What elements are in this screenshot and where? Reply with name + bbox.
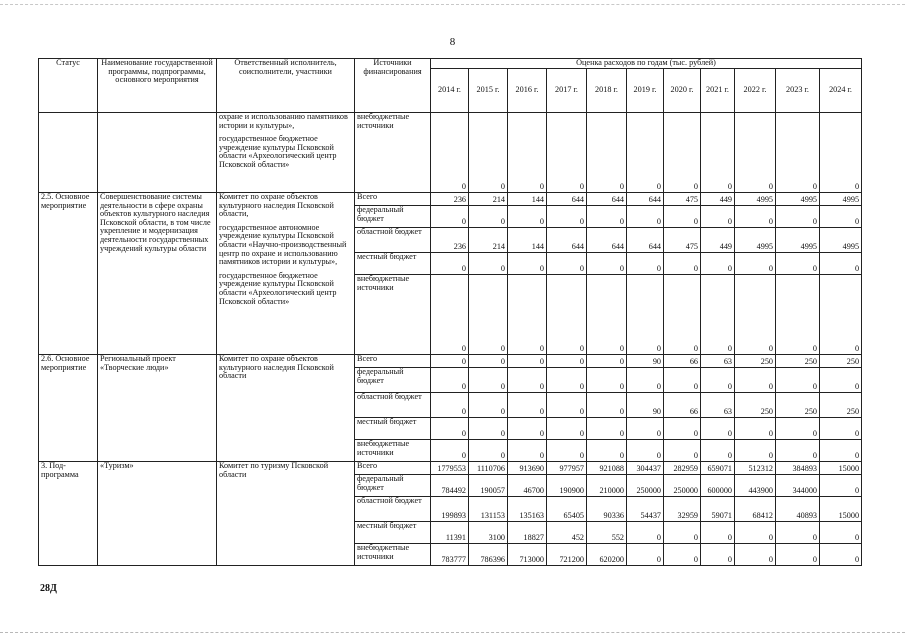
value-cell: 250: [820, 355, 862, 368]
value-cell: 0: [820, 440, 862, 462]
table-row: [39, 113, 862, 193]
value-cell: 384893: [776, 462, 820, 475]
value-cell: 0: [776, 418, 820, 440]
value-cell: 66: [664, 393, 701, 418]
year-header: 2014 г.: [431, 69, 469, 113]
value-cell: 0: [469, 275, 508, 355]
value-cell: 0: [587, 206, 627, 228]
value-cell: 0: [776, 440, 820, 462]
value-cell: 475: [664, 193, 701, 206]
source-cell: федеральный бюджет: [355, 206, 431, 228]
value-cell: 0: [820, 275, 862, 355]
source-cell: областной бюджет: [355, 393, 431, 418]
scan-artifact-bottom: [0, 632, 905, 634]
year-header: 2023 г.: [776, 69, 820, 113]
value-cell: 65405: [547, 497, 587, 522]
value-cell: 0: [735, 440, 776, 462]
scan-artifact-top: [0, 4, 905, 6]
value-cell: 0: [431, 113, 469, 193]
value-cell: 0: [508, 206, 547, 228]
value-cell: 0: [627, 368, 664, 393]
value-cell: 0: [431, 275, 469, 355]
value-cell: 4995: [776, 193, 820, 206]
value-cell: 620200: [587, 544, 627, 566]
value-cell: 0: [469, 113, 508, 193]
source-cell: Всего: [355, 462, 431, 475]
value-cell: 4995: [776, 228, 820, 253]
value-cell: 0: [587, 418, 627, 440]
value-cell: 443900: [735, 475, 776, 497]
value-cell: 0: [627, 253, 664, 275]
value-cell: 90: [627, 355, 664, 368]
value-cell: 0: [735, 275, 776, 355]
status-cell: 2.5. Основное мероприятие: [39, 193, 98, 355]
value-cell: 0: [627, 418, 664, 440]
value-cell: 0: [820, 522, 862, 544]
value-cell: 199893: [431, 497, 469, 522]
value-cell: 90336: [587, 497, 627, 522]
col-name-header: Наименование государственной программы, подпрограммы, основного мероприятия: [98, 59, 217, 113]
value-cell: 250: [735, 393, 776, 418]
value-cell: 0: [547, 393, 587, 418]
value-cell: 0: [776, 253, 820, 275]
value-cell: 0: [469, 355, 508, 368]
table-row: [39, 462, 862, 475]
value-cell: 0: [664, 544, 701, 566]
value-cell: 0: [701, 206, 735, 228]
value-cell: 0: [431, 393, 469, 418]
value-cell: 0: [508, 440, 547, 462]
value-cell: 0: [701, 113, 735, 193]
value-cell: 0: [664, 113, 701, 193]
name-cell: Совершенствование системы деятельности в сфере охраны объектов культурного наследия Псковской области, в том числе укрепление и модернизация деятельности государственных учреждений культуры области: [98, 193, 217, 355]
col-status-header: Статус: [39, 59, 98, 113]
executor-cell: [217, 113, 355, 193]
value-cell: 144: [508, 228, 547, 253]
value-cell: 250000: [627, 475, 664, 497]
value-cell: 0: [664, 522, 701, 544]
value-cell: 236: [431, 228, 469, 253]
value-cell: 4995: [735, 193, 776, 206]
value-cell: 250: [820, 393, 862, 418]
value-cell: 0: [701, 368, 735, 393]
value-cell: 68412: [735, 497, 776, 522]
source-cell: областной бюджет: [355, 497, 431, 522]
executor-text: Комитет по туризму Псковской области: [219, 461, 329, 479]
source-cell: федеральный бюджет: [355, 368, 431, 393]
value-cell: 0: [547, 206, 587, 228]
year-header: 2019 г.: [627, 69, 664, 113]
name-cell: [98, 113, 217, 193]
value-cell: 0: [820, 368, 862, 393]
value-cell: 4995: [820, 228, 862, 253]
col-sources-header: Источники финансирования: [355, 59, 431, 113]
value-cell: 4995: [735, 228, 776, 253]
value-cell: 0: [508, 393, 547, 418]
value-cell: 0: [508, 418, 547, 440]
value-cell: 131153: [469, 497, 508, 522]
value-cell: 0: [547, 253, 587, 275]
value-cell: 784492: [431, 475, 469, 497]
value-cell: 512312: [735, 462, 776, 475]
source-cell: местный бюджет: [355, 418, 431, 440]
value-cell: 0: [701, 544, 735, 566]
executor-text: Комитет по охране объектов культурного наследия Псковской области: [219, 354, 334, 381]
executor-text: охране и использованию памятников истории и культуры»,: [219, 112, 348, 130]
value-cell: 449: [701, 228, 735, 253]
value-cell: 0: [776, 522, 820, 544]
value-cell: 0: [627, 206, 664, 228]
value-cell: 0: [547, 368, 587, 393]
value-cell: 0: [431, 368, 469, 393]
value-cell: 0: [664, 275, 701, 355]
value-cell: 786396: [469, 544, 508, 566]
value-cell: 344000: [776, 475, 820, 497]
value-cell: 0: [735, 544, 776, 566]
year-header: 2015 г.: [469, 69, 508, 113]
value-cell: 0: [587, 440, 627, 462]
value-cell: 0: [820, 253, 862, 275]
value-cell: 644: [627, 193, 664, 206]
executor-cell: [217, 193, 355, 355]
value-cell: 0: [508, 355, 547, 368]
value-cell: 304437: [627, 462, 664, 475]
year-header: 2024 г.: [820, 69, 862, 113]
value-cell: 0: [627, 544, 664, 566]
value-cell: 0: [431, 206, 469, 228]
value-cell: 46700: [508, 475, 547, 497]
value-cell: 0: [587, 275, 627, 355]
value-cell: 0: [627, 522, 664, 544]
value-cell: 0: [701, 275, 735, 355]
value-cell: 63: [701, 393, 735, 418]
value-cell: 0: [469, 206, 508, 228]
value-cell: 1779553: [431, 462, 469, 475]
value-cell: 0: [820, 544, 862, 566]
page-number: 8: [449, 36, 456, 48]
value-cell: 250: [776, 393, 820, 418]
value-cell: 0: [820, 206, 862, 228]
value-cell: 600000: [701, 475, 735, 497]
year-header: 2016 г.: [508, 69, 547, 113]
value-cell: 0: [820, 418, 862, 440]
value-cell: 552: [587, 522, 627, 544]
value-cell: 144: [508, 193, 547, 206]
value-cell: 0: [735, 113, 776, 193]
value-cell: 721200: [547, 544, 587, 566]
year-header: 2021 г.: [701, 69, 735, 113]
value-cell: 90: [627, 393, 664, 418]
source-cell: внебюджетные источники: [355, 440, 431, 462]
value-cell: 644: [587, 193, 627, 206]
value-cell: 3100: [469, 522, 508, 544]
status-cell: [39, 113, 98, 193]
value-cell: 210000: [587, 475, 627, 497]
value-cell: 659071: [701, 462, 735, 475]
executor-text: государственное бюджетное учреждение культуры Псковской области «Археологический центр Псковской области»: [219, 270, 337, 306]
value-cell: 54437: [627, 497, 664, 522]
source-cell: местный бюджет: [355, 253, 431, 275]
expenditure-table: [38, 58, 862, 566]
executor-text: государственное бюджетное учреждение культуры Псковской области «Археологический центр Псковской области»: [219, 134, 337, 169]
value-cell: 0: [547, 275, 587, 355]
value-cell: 190900: [547, 475, 587, 497]
value-cell: 644: [547, 193, 587, 206]
value-cell: 0: [701, 418, 735, 440]
value-cell: 0: [508, 113, 547, 193]
value-cell: 475: [664, 228, 701, 253]
value-cell: 0: [469, 440, 508, 462]
value-cell: 135163: [508, 497, 547, 522]
value-cell: 0: [469, 393, 508, 418]
value-cell: 0: [431, 418, 469, 440]
source-cell: Всего: [355, 193, 431, 206]
value-cell: 236: [431, 193, 469, 206]
value-cell: 0: [587, 253, 627, 275]
source-cell: внебюджетные источники: [355, 544, 431, 566]
value-cell: 18827: [508, 522, 547, 544]
source-cell: областной бюджет: [355, 228, 431, 253]
year-header: 2018 г.: [587, 69, 627, 113]
value-cell: 250000: [664, 475, 701, 497]
executor-text: государственное автономное учреждение культуры Псковской области «Научно-производственный центр по охране и использованию памятников истории и культуры»,: [219, 222, 347, 267]
value-cell: 0: [664, 253, 701, 275]
value-cell: 0: [547, 418, 587, 440]
value-cell: 0: [431, 355, 469, 368]
value-cell: 0: [820, 475, 862, 497]
value-cell: 0: [735, 368, 776, 393]
value-cell: 449: [701, 193, 735, 206]
name-cell: «Туризм»: [98, 462, 217, 566]
executor-cell: [217, 355, 355, 462]
value-cell: 0: [431, 253, 469, 275]
value-cell: 59071: [701, 497, 735, 522]
col-estimate-header: Оценка расходов по годам (тыс. рублей): [431, 59, 862, 69]
value-cell: 190057: [469, 475, 508, 497]
value-cell: 0: [776, 368, 820, 393]
name-cell: Региональный проект «Творческие люди»: [98, 355, 217, 462]
value-cell: 644: [627, 228, 664, 253]
value-cell: 40893: [776, 497, 820, 522]
value-cell: 0: [701, 522, 735, 544]
value-cell: 0: [701, 253, 735, 275]
year-header: 2020 г.: [664, 69, 701, 113]
source-cell: федеральный бюджет: [355, 475, 431, 497]
value-cell: 0: [627, 440, 664, 462]
value-cell: 0: [735, 206, 776, 228]
value-cell: 4995: [820, 193, 862, 206]
header-row-1: [39, 59, 862, 69]
value-cell: 15000: [820, 497, 862, 522]
value-cell: 32959: [664, 497, 701, 522]
value-cell: 0: [508, 368, 547, 393]
year-header: 2017 г.: [547, 69, 587, 113]
value-cell: 0: [664, 418, 701, 440]
value-cell: 0: [547, 113, 587, 193]
status-cell: 2.6. Основное мероприятие: [39, 355, 98, 462]
value-cell: 0: [469, 253, 508, 275]
value-cell: 713000: [508, 544, 547, 566]
value-cell: 214: [469, 228, 508, 253]
value-cell: 644: [587, 228, 627, 253]
value-cell: 0: [701, 440, 735, 462]
value-cell: 1110706: [469, 462, 508, 475]
year-header: 2022 г.: [735, 69, 776, 113]
executor-cell: [217, 462, 355, 566]
value-cell: 0: [547, 440, 587, 462]
value-cell: 783777: [431, 544, 469, 566]
value-cell: 452: [547, 522, 587, 544]
executor-text: Комитет по охране объектов культурного наследия Псковской области,: [219, 192, 334, 219]
value-cell: 63: [701, 355, 735, 368]
value-cell: 214: [469, 193, 508, 206]
value-cell: 0: [547, 355, 587, 368]
value-cell: 0: [776, 544, 820, 566]
value-cell: 0: [664, 206, 701, 228]
value-cell: 15000: [820, 462, 862, 475]
value-cell: 66: [664, 355, 701, 368]
table-row: [39, 193, 862, 206]
status-cell: 3. Под-программа: [39, 462, 98, 566]
value-cell: 0: [664, 368, 701, 393]
value-cell: 0: [587, 368, 627, 393]
value-cell: 0: [820, 113, 862, 193]
value-cell: 282959: [664, 462, 701, 475]
value-cell: 0: [735, 418, 776, 440]
value-cell: 0: [627, 113, 664, 193]
value-cell: 0: [469, 368, 508, 393]
source-cell: внебюджетные источники: [355, 113, 431, 193]
value-cell: 250: [735, 355, 776, 368]
value-cell: 0: [776, 275, 820, 355]
value-cell: 11391: [431, 522, 469, 544]
value-cell: 0: [735, 253, 776, 275]
footer-code: 28Д: [40, 583, 57, 594]
value-cell: 644: [547, 228, 587, 253]
value-cell: 0: [776, 206, 820, 228]
value-cell: 977957: [547, 462, 587, 475]
source-cell: Всего: [355, 355, 431, 368]
value-cell: 0: [469, 418, 508, 440]
value-cell: 0: [587, 113, 627, 193]
value-cell: 913690: [508, 462, 547, 475]
source-cell: местный бюджет: [355, 522, 431, 544]
source-cell: внебюджетные источники: [355, 275, 431, 355]
value-cell: 250: [776, 355, 820, 368]
value-cell: 0: [431, 440, 469, 462]
value-cell: 0: [508, 275, 547, 355]
table-row: [39, 355, 862, 368]
value-cell: 0: [735, 522, 776, 544]
value-cell: 0: [587, 355, 627, 368]
value-cell: 0: [587, 393, 627, 418]
col-executor-header: Ответственный исполнитель, соисполнители, участники: [217, 59, 355, 113]
value-cell: 0: [776, 113, 820, 193]
value-cell: 0: [508, 253, 547, 275]
value-cell: 0: [627, 275, 664, 355]
value-cell: 0: [664, 440, 701, 462]
value-cell: 921088: [587, 462, 627, 475]
